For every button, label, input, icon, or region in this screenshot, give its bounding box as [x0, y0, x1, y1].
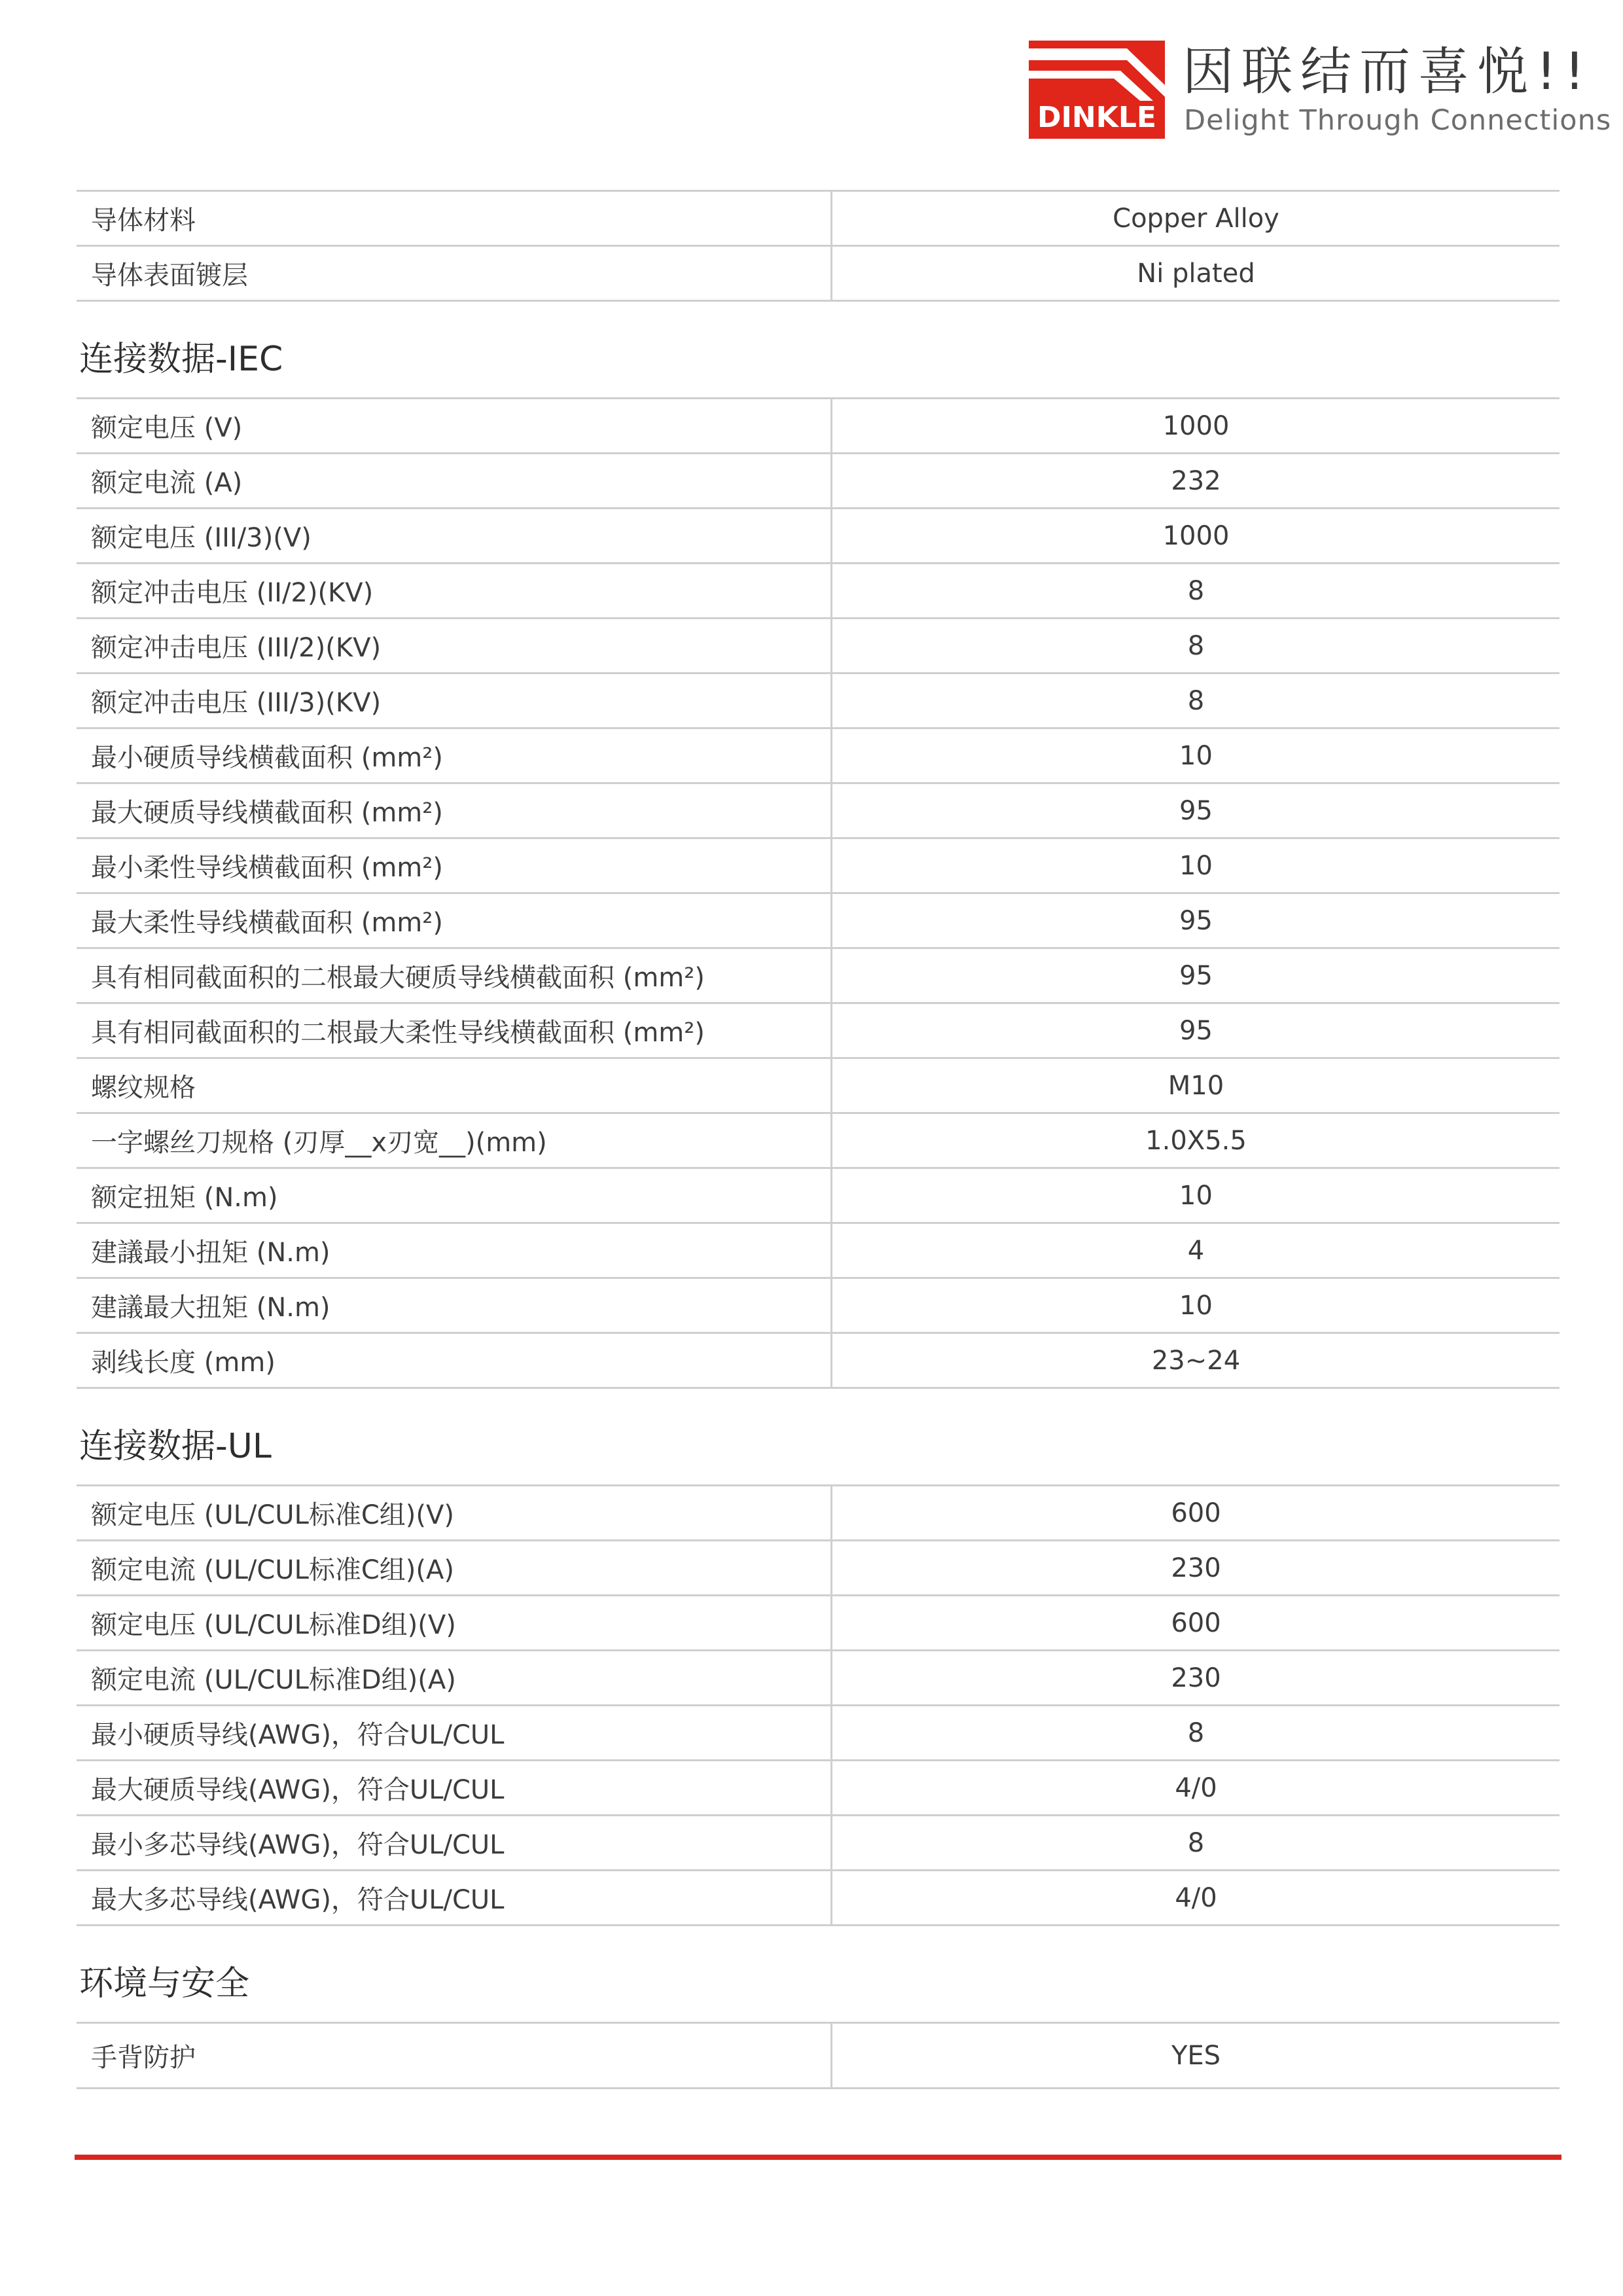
spec-value: 95	[832, 1003, 1560, 1058]
spec-value: 10	[832, 1168, 1560, 1223]
table-row	[77, 1871, 1560, 1926]
table-row	[77, 1761, 1560, 1816]
spec-value: 230	[832, 1541, 1560, 1596]
header	[1029, 41, 1612, 139]
spec-value: Ni plated	[832, 246, 1560, 301]
spec-label: 最大硬质导线(AWG)，符合UL/CUL	[77, 1761, 832, 1816]
spec-value: YES	[832, 2023, 1560, 2089]
spec-sections	[77, 190, 1560, 2089]
table-row	[77, 1278, 1560, 1333]
spec-value: 8	[832, 564, 1560, 619]
table-row	[77, 619, 1560, 673]
spec-value: 95	[832, 783, 1560, 838]
table-row	[77, 1596, 1560, 1651]
spec-value: 600	[832, 1596, 1560, 1651]
spec-value: 4	[832, 1223, 1560, 1278]
spec-value: 10	[832, 1278, 1560, 1333]
spec-label: 额定冲击电压 (III/3)(KV)	[77, 673, 832, 728]
spec-label: 额定电压 (III/3)(V)	[77, 509, 832, 564]
slogan-english: Delight Through Connections	[1184, 104, 1612, 137]
spec-label: 建議最大扭矩 (N.m)	[77, 1278, 832, 1333]
spec-value: 1000	[832, 399, 1560, 454]
table-row	[77, 1003, 1560, 1058]
spec-value: 23~24	[832, 1333, 1560, 1388]
spec-label: 建議最小扭矩 (N.m)	[77, 1223, 832, 1278]
table-row	[77, 893, 1560, 948]
spec-value: 8	[832, 673, 1560, 728]
spec-value: Copper Alloy	[832, 191, 1560, 246]
spec-label: 额定电压 (UL/CUL标准D组)(V)	[77, 1596, 832, 1651]
table-row	[77, 1486, 1560, 1541]
table-row	[77, 783, 1560, 838]
footer-divider	[75, 2155, 1561, 2160]
spec-label: 额定冲击电压 (III/2)(KV)	[77, 619, 832, 673]
spec-label: 最小硬质导线横截面积 (mm²)	[77, 728, 832, 783]
spec-label: 一字螺丝刀规格 (刃厚__x刃宽__)(mm)	[77, 1113, 832, 1168]
spec-label: 最大柔性导线横截面积 (mm²)	[77, 893, 832, 948]
spec-value: 95	[832, 893, 1560, 948]
spec-value: 1000	[832, 509, 1560, 564]
table-row	[77, 1058, 1560, 1113]
table-row	[77, 191, 1560, 246]
dinkle-logo	[1029, 41, 1165, 139]
spec-label: 导体材料	[77, 191, 832, 246]
spec-label: 额定冲击电压 (II/2)(KV)	[77, 564, 832, 619]
table-row	[77, 673, 1560, 728]
table-row	[77, 728, 1560, 783]
section-title-iec: 连接数据-IEC	[79, 340, 283, 379]
spec-label: 具有相同截面积的二根最大柔性导线横截面积 (mm²)	[77, 1003, 832, 1058]
spec-value: 232	[832, 454, 1560, 509]
spec-value: M10	[832, 1058, 1560, 1113]
spec-value: 8	[832, 619, 1560, 673]
spec-label: 额定电流 (A)	[77, 454, 832, 509]
spec-label: 最大多芯导线(AWG)，符合UL/CUL	[77, 1871, 832, 1926]
material-table	[77, 190, 1560, 302]
spec-label: 导体表面镀层	[77, 246, 832, 301]
table-row	[77, 1541, 1560, 1596]
table-row	[77, 1168, 1560, 1223]
table-row	[77, 948, 1560, 1003]
spec-value: 4/0	[832, 1871, 1560, 1926]
spec-label: 额定电压 (UL/CUL标准C组)(V)	[77, 1486, 832, 1541]
section-title-ul: 连接数据-UL	[79, 1427, 272, 1466]
table-row	[77, 1113, 1560, 1168]
table-row	[77, 564, 1560, 619]
table-row	[77, 1223, 1560, 1278]
spec-value: 8	[832, 1816, 1560, 1871]
safety-table	[77, 2022, 1560, 2089]
table-row	[77, 1651, 1560, 1706]
spec-label: 最小硬质导线(AWG)，符合UL/CUL	[77, 1706, 832, 1761]
ul-table	[77, 1484, 1560, 1926]
table-row	[77, 2023, 1560, 2089]
table-row	[77, 454, 1560, 509]
spec-label: 额定电流 (UL/CUL标准C组)(A)	[77, 1541, 832, 1596]
spec-value: 600	[832, 1486, 1560, 1541]
table-row	[77, 1816, 1560, 1871]
spec-label: 螺纹规格	[77, 1058, 832, 1113]
spec-label: 最小柔性导线横截面积 (mm²)	[77, 838, 832, 893]
iec-table	[77, 397, 1560, 1389]
spec-value: 230	[832, 1651, 1560, 1706]
table-row	[77, 838, 1560, 893]
table-row	[77, 1706, 1560, 1761]
spec-value: 1.0X5.5	[832, 1113, 1560, 1168]
spec-label: 额定电压 (V)	[77, 399, 832, 454]
spec-label: 额定扭矩 (N.m)	[77, 1168, 832, 1223]
spec-label: 手背防护	[77, 2023, 832, 2089]
spec-label: 最大硬质导线横截面积 (mm²)	[77, 783, 832, 838]
spec-label: 额定电流 (UL/CUL标准D组)(A)	[77, 1651, 832, 1706]
slogan-chinese: 因联结而喜悦!!	[1183, 43, 1593, 101]
table-row	[77, 399, 1560, 454]
spec-label: 最小多芯导线(AWG)，符合UL/CUL	[77, 1816, 832, 1871]
spec-label: 具有相同截面积的二根最大硬质导线横截面积 (mm²)	[77, 948, 832, 1003]
logo-brand-text: DINKLE	[1037, 101, 1156, 134]
table-row	[77, 246, 1560, 301]
spec-value: 10	[832, 728, 1560, 783]
section-title-safety: 环境与安全	[79, 1964, 250, 2003]
spec-value: 4/0	[832, 1761, 1560, 1816]
spec-value: 8	[832, 1706, 1560, 1761]
table-row	[77, 509, 1560, 564]
table-row	[77, 1333, 1560, 1388]
spec-value: 10	[832, 838, 1560, 893]
spec-value: 95	[832, 948, 1560, 1003]
spec-label: 剥线长度 (mm)	[77, 1333, 832, 1388]
